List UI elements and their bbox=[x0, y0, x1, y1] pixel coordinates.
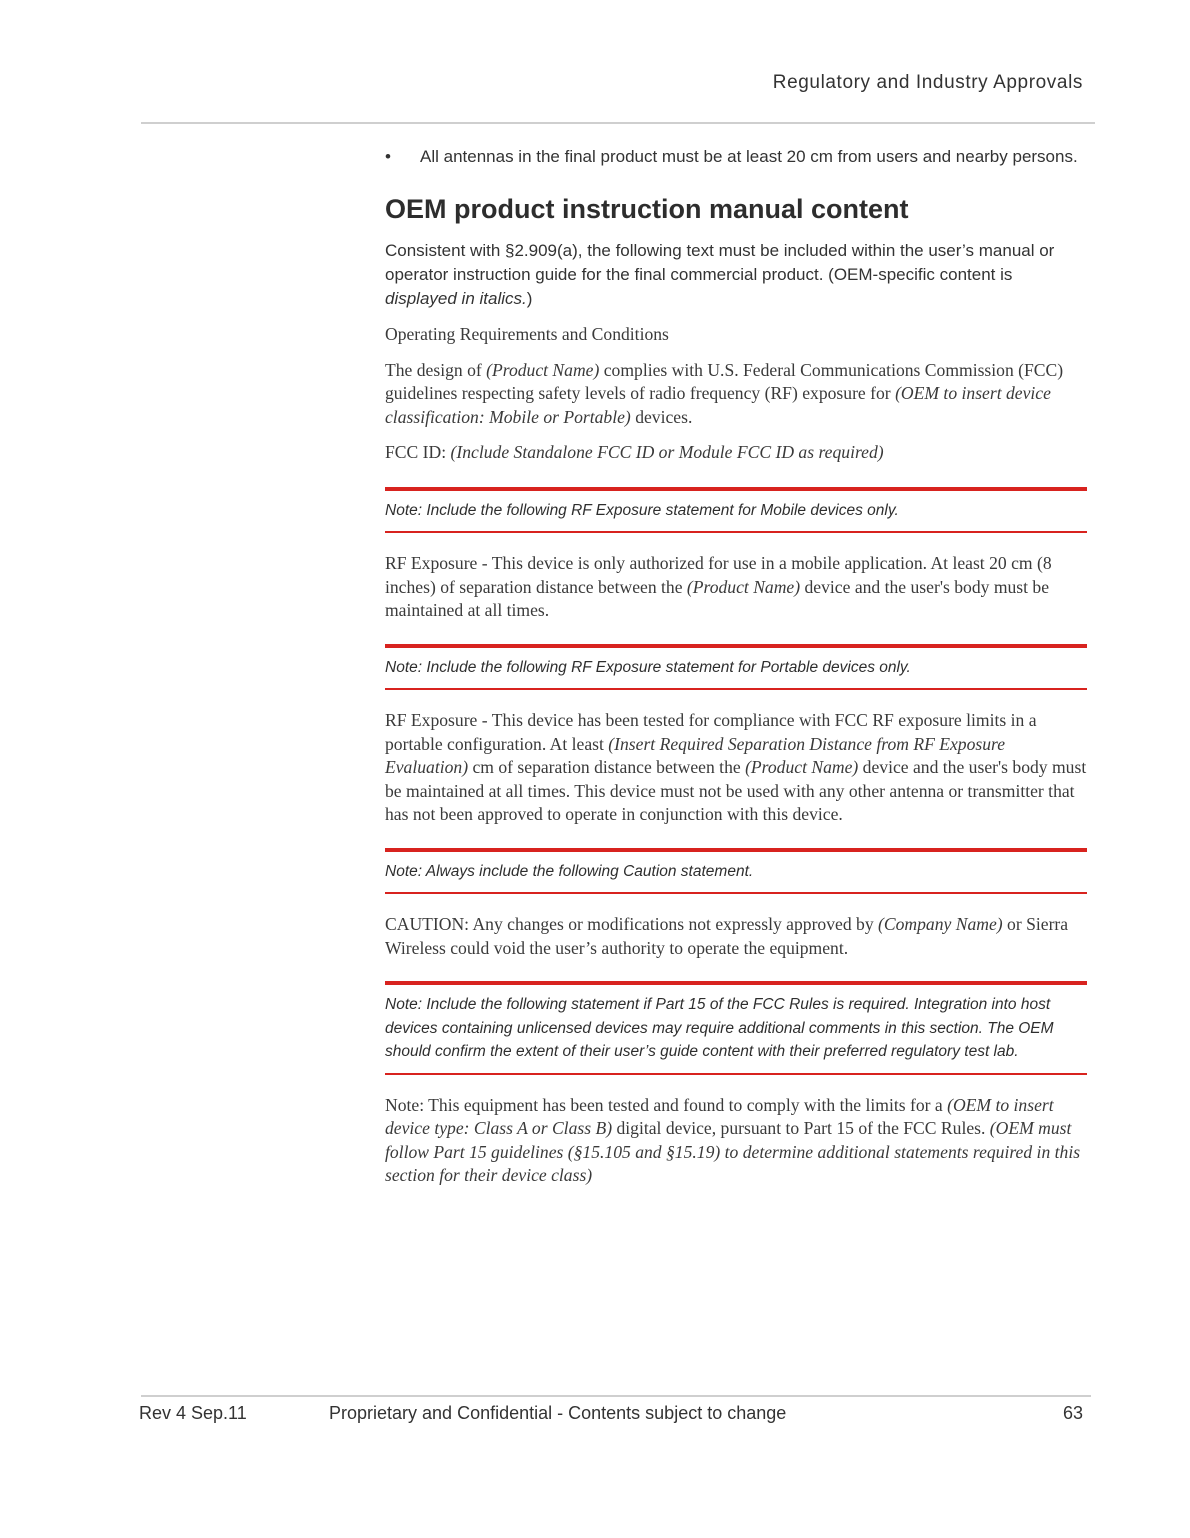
header-title: Regulatory and Industry Approvals bbox=[772, 72, 1083, 93]
page-number: 63 bbox=[1062, 1403, 1083, 1423]
note-portable: Note: Include the following RF Exposure statement for Portable devices only. bbox=[385, 644, 1087, 691]
bullet-item bbox=[385, 145, 1087, 169]
part15-paragraph: Note: This equipment has been tested and found to comply with the limits for a (OEM to insert device type: Class A or Class B) digital device, pursuant to Part 15 of the FCC Rules. (OEM must follow Part 15 guidelines (§15.105 and §15.19) to determine additional statements required in this section for their device class) bbox=[385, 1094, 1081, 1185]
rf-mobile-paragraph: RF Exposure - This device is only authorized for use in a mobile application. At least 20 cm (8 inches) of separation distance between the (Product Name) device and the user's body must be maintained at all times. bbox=[385, 553, 1052, 620]
rf-portable-paragraph: RF Exposure - This device has been tested for compliance with FCC RF exposure limits in a portable configuration. At least (Insert Required Separation Distance from RF Exposure Evaluation) cm of separation distance between the (Product Name) device and the user's body must be maintained at all times. This device must not be used with any other antenna or transmitter that has not been approved to operate in conjunction with this device. bbox=[385, 710, 1087, 824]
bullet-symbol: • bbox=[385, 147, 391, 166]
note-caution: Note: Always include the following Caution statement. bbox=[385, 848, 1087, 895]
page-content bbox=[385, 145, 1087, 1188]
note-mobile: Note: Include the following RF Exposure statement for Mobile devices only. bbox=[385, 487, 1087, 534]
section-heading: OEM product instruction manual content bbox=[385, 194, 909, 224]
footer-confidential: Proprietary and Confidential - Contents subject to change bbox=[329, 1403, 787, 1423]
caution-paragraph: CAUTION: Any changes or modifications not expressly approved by (Company Name) or Sierra Wireless could void the user’s authority to operate the equipment. bbox=[385, 914, 1069, 958]
bullet-text: All antennas in the final product must be at least 20 cm from users and nearby persons. bbox=[420, 147, 1078, 166]
note-part15: Note: Include the following statement if Part 15 of the FCC Rules is required. Integration into host devices containing unlicensed devices may require additional comments in this section. The OEM should confirm the extent of their user’s guide content with their preferred regulatory test lab. bbox=[385, 981, 1087, 1075]
operating-heading: Operating Requirements and Conditions bbox=[385, 324, 669, 344]
intro-paragraph: Consistent with §2.909(a), the following text must be included within the user’s manual or operator instruction guide for the final commercial product. (OEM-specific content is displayed in italics.) bbox=[385, 241, 1055, 308]
design-paragraph: The design of (Product Name) complies with U.S. Federal Communications Commission (FCC) guidelines respecting safety levels of radio frequency (RF) exposure for (OEM to insert device classification: Mobile or Portable) devices. bbox=[385, 359, 1064, 427]
fcc-id-line: FCC ID: (Include Standalone FCC ID or Module FCC ID as required) bbox=[385, 442, 884, 462]
header-divider bbox=[141, 122, 1095, 124]
footer-revision: Rev 4 Sep.11 bbox=[139, 1403, 247, 1423]
footer-divider bbox=[141, 1395, 1091, 1397]
